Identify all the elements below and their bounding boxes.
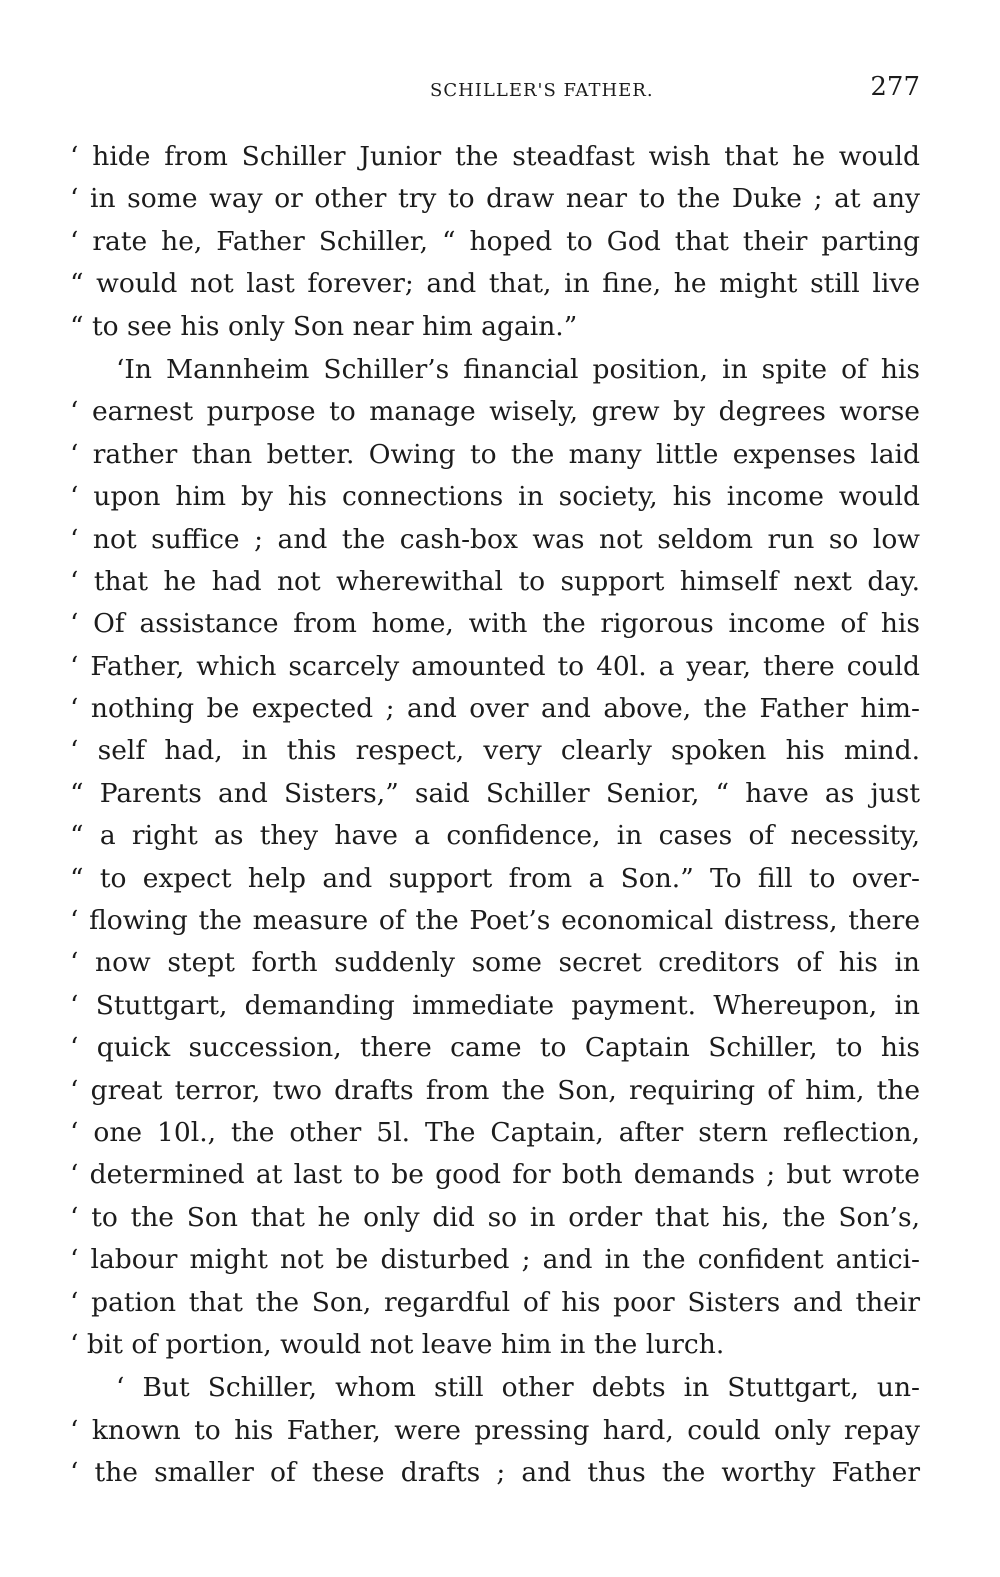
text-line: ‘ self had, in this respect, very clearly spoken his mind. [70,735,920,767]
text-line: ‘ flowing the measure of the Poet’s economical distress, there [70,905,920,937]
text-line: ‘In Mannheim Schiller’s financial position, in spite of his [116,353,920,385]
page-header [60,70,920,110]
text-line: ‘ nothing be expected ; and over and above, the Father him- [70,693,920,725]
text-line: “ to see his only Son near him again.” [70,310,578,342]
text-line: ‘ to the Son that he only did so in order that his, the Son’s, [70,1201,920,1233]
text-line: ‘ earnest purpose to manage wisely, grew by degrees worse [70,396,920,428]
text-line: ‘ Father, which scarcely amounted to 40l. a year, there could [70,650,920,682]
running-title: SCHILLER'S FATHER. [430,80,654,101]
text-line: ‘ great terror, two drafts from the Son, requiring of him, the [70,1074,920,1106]
text-line: ‘ determined at last to be good for both demands ; but wrote [70,1159,920,1191]
page-number: 277 [870,72,920,102]
text-line: ‘ Of assistance from home, with the rigorous income of his [70,608,920,640]
text-line: ‘ that he had not wherewithal to support himself next day. [70,565,920,597]
text-line: ‘ upon him by his connections in society, his income would [70,481,920,513]
page-body [70,136,920,1495]
text-line: ‘ labour might not be disturbed ; and in the confident antici- [70,1244,920,1276]
text-line: ‘ quick succession, there came to Captain Schiller, to his [70,1032,920,1064]
text-line: ‘ the smaller of these drafts ; and thus the worthy Father [70,1457,920,1489]
text-line: ‘ hide from Schiller Junior the steadfast wish that he would [70,141,920,172]
text-line: “ a right as they have a confidence, in cases of necessity, [70,820,920,852]
text-line: ‘ known to his Father, were pressing hard, could only repay [70,1414,920,1446]
text-line: ‘ rather than better. Owing to the many little expenses laid [70,438,920,470]
text-line: ‘ not suffice ; and the cash-box was not seldom run so low [70,523,920,555]
text-line: ‘ bit of portion, would not leave him in the lurch. [70,1328,725,1360]
text-line: ‘ now stept forth suddenly some secret creditors of his in [70,947,920,979]
text-line: ‘ But Schiller, whom still other debts in Stuttgart, un- [116,1372,920,1404]
text-line: ‘ Stuttgart, demanding immediate payment. Whereupon, in [70,989,920,1021]
text-line: ‘ one 10l., the other 5l. The Captain, after stern reflection, [70,1116,920,1148]
text-line: “ would not last forever; and that, in fine, he might still live [70,268,920,300]
text-line: “ to expect help and support from a Son.” To fill to over- [70,862,920,894]
text-line: ‘ in some way or other try to draw near to the Duke ; at any [70,183,920,215]
text-line: ‘ pation that the Son, regardful of his poor Sisters and their [70,1286,920,1318]
text-line: ‘ rate he, Father Schiller, “ hoped to God that their parting [70,225,920,257]
text-line: “ Parents and Sisters,” said Schiller Senior, “ have as just [70,777,920,809]
